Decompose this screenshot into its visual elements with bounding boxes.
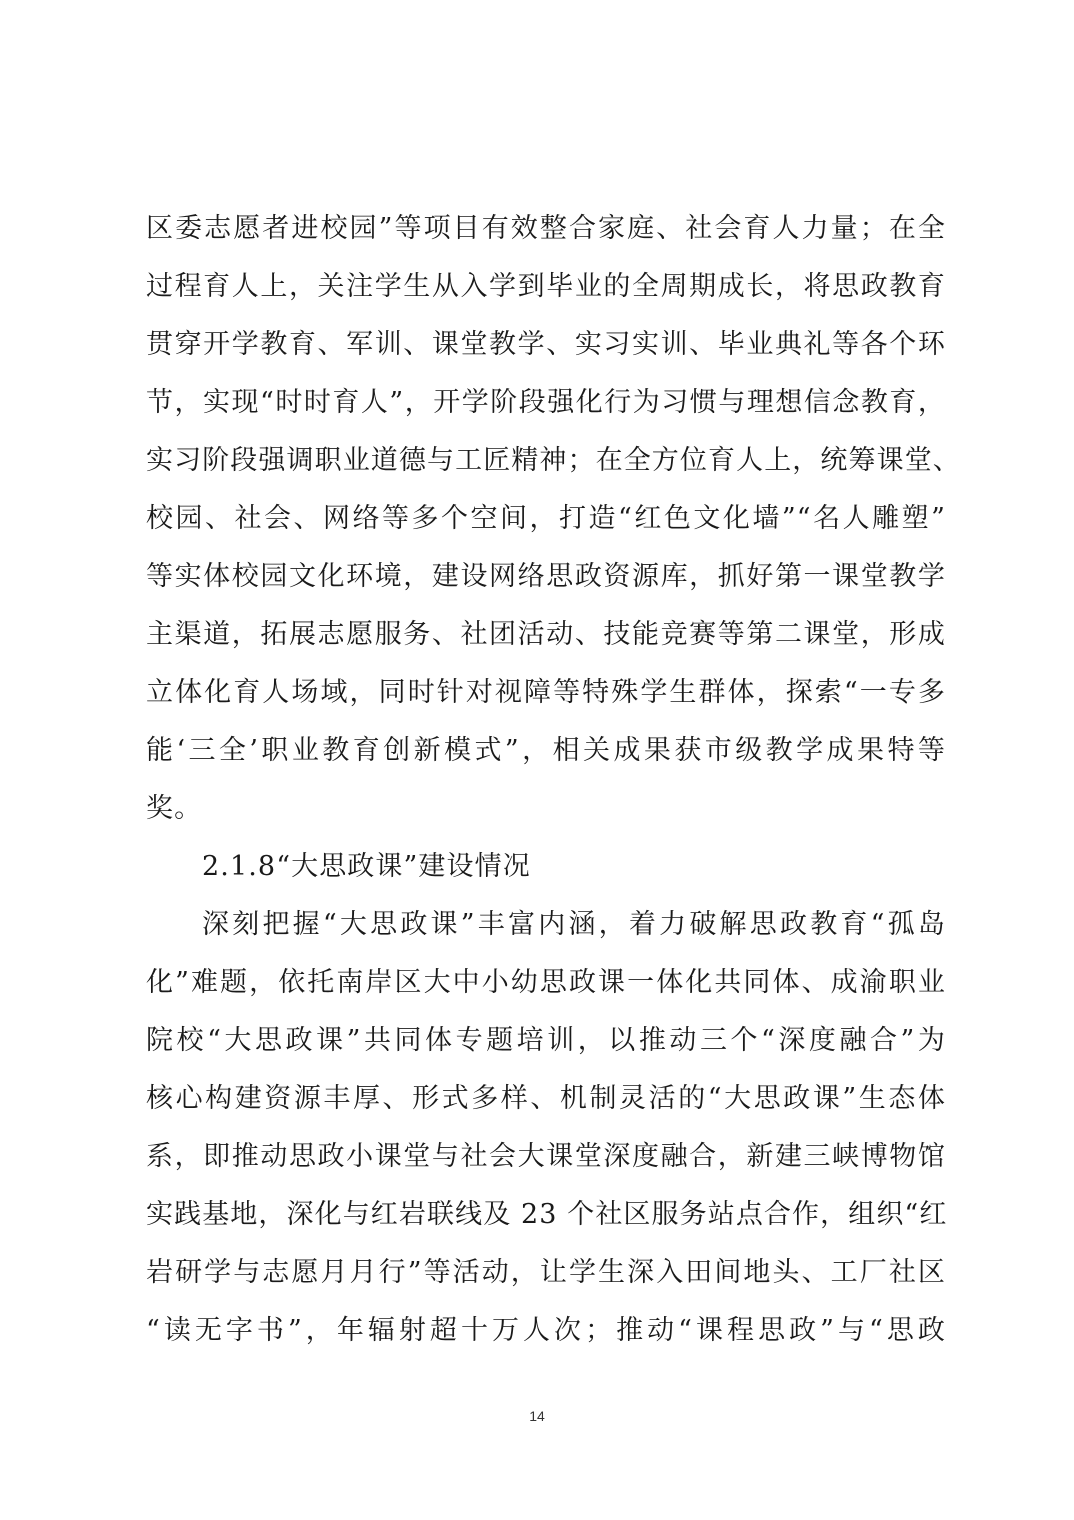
text-line: 过程育人上，关注学生从入学到毕业的全周期成长，将思政教育 (146, 271, 946, 302)
text-line: 深刻把握“大思政课”丰富内涵，着力破解思政教育“孤岛 (202, 909, 946, 940)
body-text (146, 200, 961, 1360)
text-line: 贯穿开学教育、军训、课堂教学、实习实训、毕业典礼等各个环 (146, 329, 946, 360)
text-line: 实习阶段强调职业道德与工匠精神；在全方位育人上，统筹课堂、 (146, 445, 961, 476)
page-number: 14 (529, 1408, 545, 1424)
text-line: 院校“大思政课”共同体专题培训，以推动三个“深度融合”为 (146, 1025, 946, 1056)
text-line: 实践基地，深化与红岩联线及 23 个社区服务站点合作，组织“红 (146, 1199, 948, 1230)
text-line: 奖。 (146, 793, 203, 824)
text-line: 化”难题，依托南岸区大中小幼思政课一体化共同体、成渝职业 (146, 967, 946, 998)
text-line: 岩研学与志愿月月行”等活动，让学生深入田间地头、工厂社区 (146, 1257, 946, 1288)
text-line: 节，实现“时时育人”，开学阶段强化行为习惯与理想信念教育， (146, 387, 946, 418)
text-line: 等实体校园文化环境，建设网络思政资源库，抓好第一课堂教学 (146, 561, 946, 592)
text-line: “读无字书”，年辐射超十万人次；推动“课程思政”与“思政 (146, 1315, 946, 1346)
text-line: 主渠道，拓展志愿服务、社团活动、技能竞赛等第二课堂，形成 (146, 619, 946, 650)
text-line: 核心构建资源丰厚、形式多样、机制灵活的“大思政课”生态体 (146, 1083, 946, 1114)
text-line: 校园、社会、网络等多个空间，打造“红色文化墙”“名人雕塑” (146, 503, 946, 534)
section-heading: 2.1.8“大思政课”建设情况 (202, 851, 531, 882)
text-line: 区委志愿者进校园”等项目有效整合家庭、社会育人力量；在全 (146, 213, 946, 244)
text-line: 立体化育人场域，同时针对视障等特殊学生群体，探索“一专多 (146, 677, 946, 708)
text-line: 系，即推动思政小课堂与社会大课堂深度融合，新建三峡博物馆 (146, 1141, 946, 1172)
text-line: 能‘三全’职业教育创新模式”，相关成果获市级教学成果特等 (146, 735, 946, 766)
